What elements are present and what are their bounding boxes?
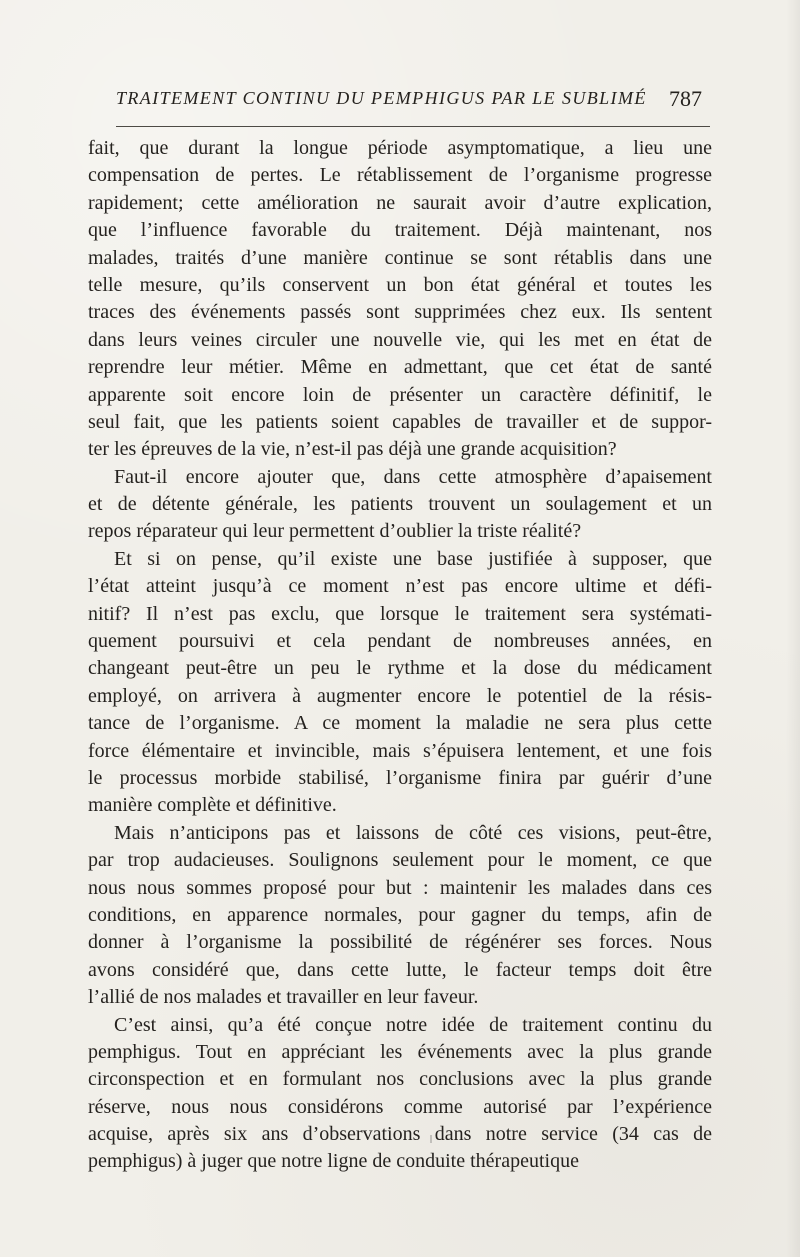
text-line: repos réparateur qui leur permettent d’oublier la triste réalité?: [88, 520, 582, 543]
text-line: reprendre leur métier. Même en admettant, que cet état de santé: [88, 356, 712, 379]
text-line: dans leurs veines circuler une nouvelle vie, qui les met en état de: [88, 328, 712, 351]
paragraph-start-line: Faut-il encore ajouter que, dans cette atmosphère d’apaisement: [114, 465, 712, 488]
page-edge-shadow: [786, 0, 800, 1257]
text-line: que l’influence favorable du traitement. Déjà maintenant, nos: [88, 219, 712, 242]
text-line: tance de l’organisme. A ce moment la maladie ne sera plus cette: [88, 712, 712, 735]
main-text: [88, 135, 712, 1176]
paragraph-start-line: Et si on pense, qu’il existe une base justifiée à supposer, que: [114, 547, 712, 570]
text-line: apparente soit encore loin de présenter un caractère définitif, le: [88, 383, 712, 406]
text-line: et de détente générale, les patients trouvent un soulagement et un: [88, 493, 712, 516]
text-line: acquise, après six ans d’observations dans notre service (34 cas de: [88, 1123, 712, 1146]
header-rule: [116, 126, 710, 127]
text-line: rapidement; cette amélioration ne saurait avoir d’autre explication,: [88, 191, 712, 214]
text-line: seul fait, que les patients soient capables de travailler et de suppor-: [88, 410, 712, 433]
text-line: malades, traités d’une manière continue se sont rétablis dans une: [88, 246, 712, 269]
text-line: le processus morbide stabilisé, l’organisme finira par guérir d’une: [88, 766, 712, 789]
paragraph-start-line: Mais n’anticipons pas et laissons de côté ces visions, peut-être,: [114, 821, 712, 844]
text-line: quement poursuivi et cela pendant de nombreuses années, en: [88, 630, 712, 653]
text-line: ter les épreuves de la vie, n’est-il pas déjà une grande acquisition?: [88, 438, 617, 461]
text-line: circonspection et en formulant nos conclusions avec la plus grande: [88, 1068, 712, 1091]
text-line: telle mesure, qu’ils conservent un bon état général et toutes les: [88, 273, 712, 296]
text-line: avons considéré que, dans cette lutte, le facteur temps doit être: [88, 958, 712, 981]
text-line: manière complète et définitive.: [88, 794, 337, 817]
text-line: changeant peut-être un peu le rythme et la dose du médicament: [88, 657, 712, 680]
text-line: donner à l’organisme la possibilité de régénérer ses forces. Nous: [88, 931, 712, 954]
text-line: fait, que durant la longue période asymptomatique, a lieu une: [88, 137, 712, 159]
text-line: pemphigus. Tout en appréciant les événements avec la plus grande: [88, 1040, 712, 1063]
text-line: pemphigus) à juger que notre ligne de conduite thérapeutique: [88, 1150, 579, 1173]
text-line: traces des événements passés sont supprimées chez eux. Ils sentent: [88, 301, 712, 324]
text-line: par trop audacieuses. Soulignons seulement pour le moment, ce que: [88, 849, 712, 872]
text-line: employé, on arrivera à augmenter encore le potentiel de la résis-: [88, 684, 712, 707]
text-line: nitif? Il n’est pas exclu, que lorsque le traitement sera systémati-: [88, 602, 712, 625]
running-title: TRAITEMENT CONTINU DU PEMPHIGUS PAR LE SUBLIMÉ: [116, 88, 647, 108]
page-header: [116, 88, 706, 128]
text-line: l’allié de nos malades et travailler en leur faveur.: [88, 986, 479, 1009]
text-line: nous nous sommes proposé pour but : maintenir les malades dans ces: [88, 876, 712, 899]
print-mark: [430, 1135, 432, 1143]
text-line: réserve, nous nous considérons comme autorisé par l’expérience: [88, 1095, 712, 1118]
text-line: compensation de pertes. Le rétablissement de l’organisme progresse: [88, 164, 712, 187]
paragraph-start-line: C’est ainsi, qu’a été conçue notre idée de traitement continu du: [114, 1013, 712, 1036]
text-line: l’état atteint jusqu’à ce moment n’est pas encore ultime et défi-: [88, 575, 712, 598]
page-number: 787: [669, 86, 702, 111]
text-line: conditions, en apparence normales, pour gagner du temps, afin de: [88, 903, 712, 926]
text-line: force élémentaire et invincible, mais s’épuisera lentement, et une fois: [88, 739, 712, 762]
